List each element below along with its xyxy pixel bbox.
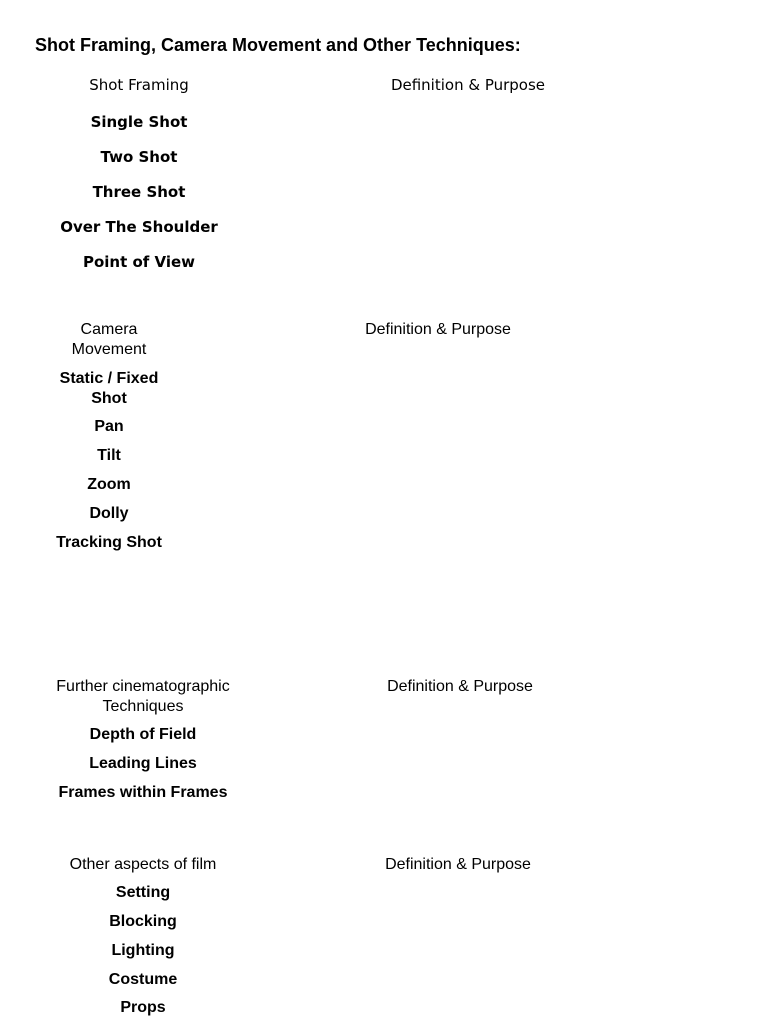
list-item: Frames within Frames [58,784,228,801]
section-header-camera-movement [9,320,209,360]
section-header-definition-purpose: Definition & Purpose [365,321,511,338]
list-item: Tilt [97,447,121,464]
header-line: Camera [80,321,138,338]
list-item: Zoom [87,476,131,493]
list-item: Setting [115,884,171,901]
list-item: Leading Lines [89,755,197,772]
header-line: Techniques [102,698,184,715]
list-item: Pan [94,418,124,435]
list-item: Dolly [89,505,129,522]
list-item: Over The Shoulder [60,218,218,236]
section-header-definition-purpose: Definition & Purpose [387,678,533,695]
section-header-shot-framing: Shot Framing [89,76,189,94]
header-line: Further cinematographic [56,678,230,695]
list-item: Point of View [82,253,196,271]
section-header-other-aspects: Other aspects of film [69,856,217,873]
list-item: Props [120,999,166,1016]
list-item: Two Shot [100,148,178,166]
section-header-definition-purpose: Definition & Purpose [385,856,531,873]
section-header-definition-purpose: Definition & Purpose [390,76,546,94]
list-item: Three Shot [92,183,186,201]
list-item: Blocking [109,913,177,930]
list-item: Costume [108,971,178,988]
page-title: Shot Framing, Camera Movement and Other Techniques: [35,35,521,55]
list-item: Static / Fixed [59,370,159,387]
list-item: Tracking Shot [56,534,162,551]
list-item: Lighting [111,942,175,959]
section-header-further-techniques [18,677,268,717]
list-item: Depth of Field [89,726,197,743]
list-item: Shot [91,390,127,407]
header-line: Movement [71,341,147,358]
list-item: Single Shot [90,113,188,131]
